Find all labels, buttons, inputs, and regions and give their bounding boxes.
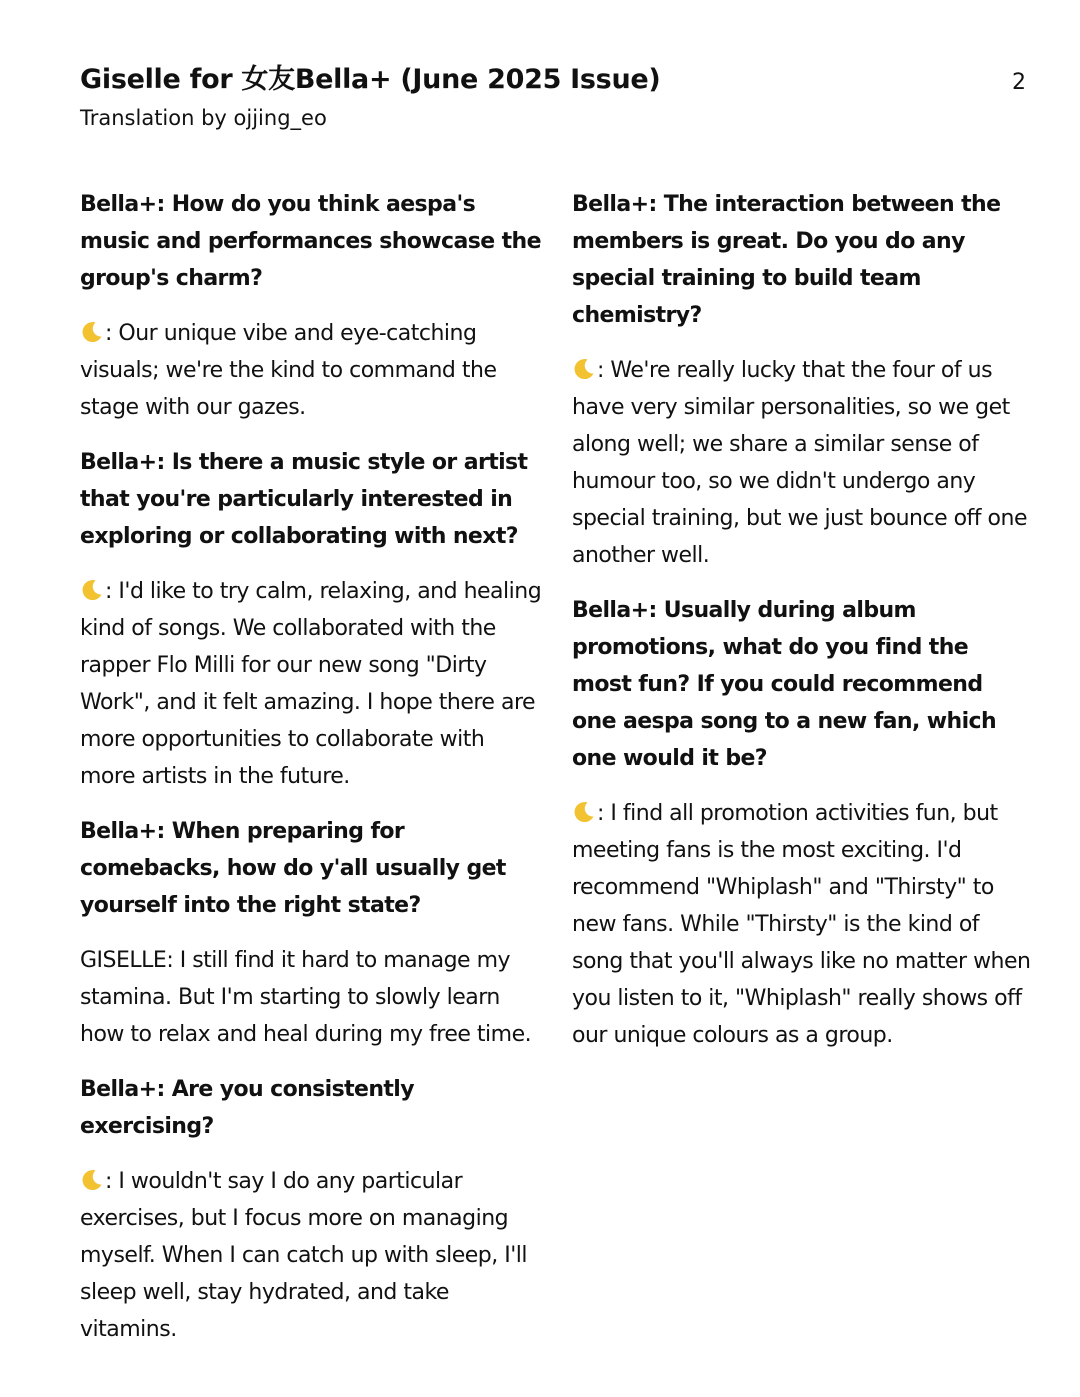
page-title: Giselle for 女友Bella+ (June 2025 Issue)	[80, 64, 661, 95]
answer-text: : I still find it hard to manage my stamina. But I'm starting to slowly learn how to relax and heal during my free time.	[80, 948, 532, 1047]
interview-question: Bella+: When preparing for comebacks, how do y'all usually get yourself into the right state?	[80, 819, 506, 918]
crescent-moon-icon	[80, 1167, 104, 1191]
crescent-moon-icon	[80, 577, 104, 601]
interview-question: Bella+: The interaction between the members is great. Do you do any special training to build team chemistry?	[572, 192, 1001, 328]
answer-text: : I find all promotion activities fun, but meeting fans is the most exciting. I'd recommend "Whiplash" and "Thirsty" to new fans. While "Thirsty" is the kind of song that you'll always like no matter when you listen to it, "Whiplash" really shows off our unique colours as a group.	[572, 801, 1031, 1048]
interview-answer	[80, 573, 542, 795]
page-header	[80, 62, 1028, 132]
interview-answer	[572, 352, 1032, 574]
interview-answer	[80, 942, 542, 1053]
answer-text: : Our unique vibe and eye-catching visuals; we're the kind to command the stage with our gazes.	[80, 321, 497, 420]
qa-block	[80, 1071, 542, 1348]
qa-block	[80, 444, 542, 795]
interview-answer	[572, 795, 1032, 1054]
interview-question: Bella+: Are you consistently exercising?	[80, 1077, 414, 1139]
translator-credit: Translation by ojjing_eo	[80, 106, 327, 131]
qa-block	[572, 186, 1032, 574]
crescent-moon-icon	[572, 799, 596, 823]
right-column	[572, 186, 1032, 1072]
qa-block	[80, 813, 542, 1053]
interview-answer	[80, 1163, 542, 1348]
page-number: 2	[1012, 70, 1026, 95]
interview-question: Bella+: Is there a music style or artist that you're particularly interested in exploring or collaborating with next?	[80, 450, 528, 549]
left-column	[80, 186, 542, 1366]
answer-text: : We're really lucky that the four of us have very similar personalities, so we get along well; we share a similar sense of humour too, so we didn't undergo any special training, but we just bounce off one another well.	[572, 358, 1027, 568]
answer-text: : I wouldn't say I do any particular exercises, but I focus more on managing myself. When I can catch up with sleep, I'll sleep well, stay hydrated, and take vitamins.	[80, 1169, 528, 1342]
answer-text: : I'd like to try calm, relaxing, and healing kind of songs. We collaborated with the rapper Flo Milli for our new song "Dirty Work", and it felt amazing. I hope there are more opportunities to collaborate with more artists in the future.	[80, 579, 542, 789]
crescent-moon-icon	[80, 319, 104, 343]
crescent-moon-icon	[572, 356, 596, 380]
interview-question: Bella+: Usually during album promotions, what do you find the most fun? If you could recommend one aespa song to a new fan, which one would it be?	[572, 598, 997, 771]
speaker-name: GISELLE	[80, 948, 167, 973]
interview-question: Bella+: How do you think aespa's music and performances showcase the group's charm?	[80, 192, 541, 291]
qa-block	[80, 186, 542, 426]
qa-block	[572, 592, 1032, 1054]
interview-answer	[80, 315, 542, 426]
